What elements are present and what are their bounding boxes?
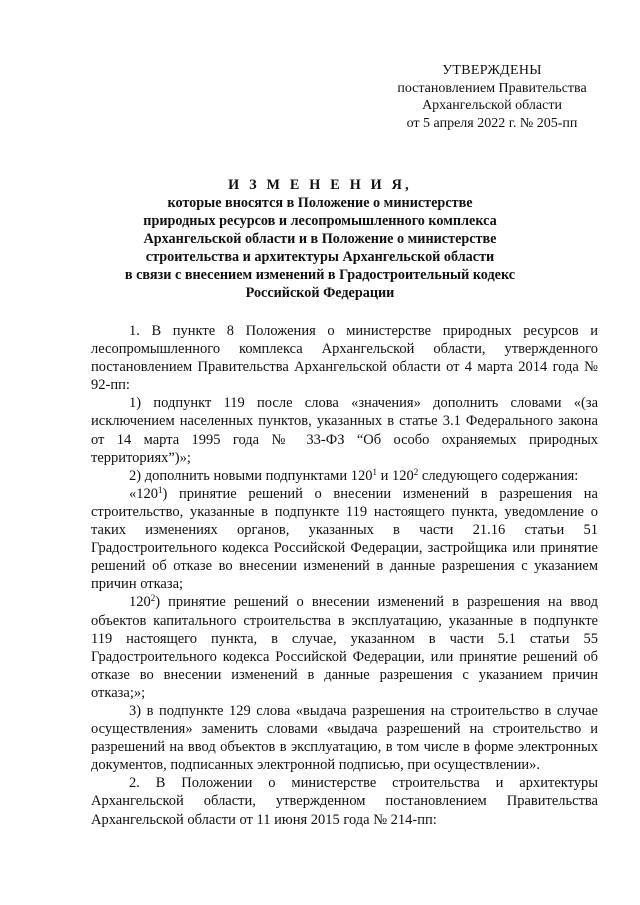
- paragraph-subitem-2: 2) дополнить новыми подпунктами $120^1$ и $120^2$ следующего содержания:: [129, 466, 579, 484]
- title-line: природных ресурсов и лесопромышленного комплекса: [143, 213, 497, 229]
- document-title: [84, 176, 556, 302]
- approval-line: Архангельской области: [422, 98, 562, 113]
- title-line: в связи с внесением изменений в Градостроительный кодекс: [124, 267, 516, 283]
- approval-line: постановлением Правительства: [397, 80, 587, 96]
- title-heading: И З М Е Н Е Н И Я,: [228, 177, 412, 193]
- paragraph-1: 1. В пункте 8 Положения о министерстве природных ресурсов и лесопромышленного комплекса Архангельской области, утвержденного постановлением Правительства Архангельской области от 4 марта 2014 года № 92-пп:: [91, 323, 598, 394]
- document-body: [91, 322, 598, 829]
- title-line: строительства и архитектуры Архангельской области: [145, 249, 495, 265]
- approval-heading: УТВЕРЖДЕНЫ: [442, 63, 542, 78]
- paragraph-new-subitem-120-1: «$120^1$) принятие решений о внесении изменений в разрешения на строительство, указанные в подпункте 119 настоящего пункта, уведомление о таких изменениях органов, указанных в части 21.16 статьи 51 Градостроительного кодекса Российской Федерации, застройщика или принятие решений об отказе во внесении изменений в данные разрешения с указанием причин отказа;: [91, 484, 598, 593]
- approval-date: от 5 апреля 2022 г. № 205-пп: [406, 115, 578, 131]
- paragraph-subitem-1: 1) подпункт 119 после слова «значения» дополнить словами «(за исключением населенных пунктов, указанных в статье 3.1 Федерального закона от 14 марта 1995 года № 33-ФЗ “Об особо охраняемых природных территориях”)»;: [91, 395, 598, 466]
- title-line: Архангельской области и в Положение о министерстве: [143, 231, 497, 247]
- title-line: которые вносятся в Положение о министерстве: [167, 195, 473, 211]
- paragraph-new-subitem-120-2: $120^2$) принятие решений о внесении изменений в разрешения на ввод объектов капитального строительства в эксплуатацию, указанные в подпункте 119 настоящего пункта, в случае, указанном в части 5.1 статьи 55 Градостроительного кодекса Российской Федерации, или принятие решений об отказе во внесении изменений в данные разрешения с указанием причин отказа;»;: [91, 593, 598, 701]
- paragraph-2: 2. В Положении о министерстве строительства и архитектуры Архангельской области, утвержденном постановлением Правительства Архангельской области от 11 июня 2015 года № 214-пп:: [91, 775, 598, 828]
- title-line: Российской Федерации: [245, 285, 395, 301]
- approval-stamp: [386, 62, 598, 132]
- paragraph-subitem-3: 3) в подпункте 129 слова «выдача разрешения на строительство в случае осуществления» заменить словами «выдача разрешений на строительство и разрешений на ввод объектов в эксплуатацию, в том числе в форме электронных документов, подписанных электронной подписью, при осуществлении».: [91, 702, 598, 774]
